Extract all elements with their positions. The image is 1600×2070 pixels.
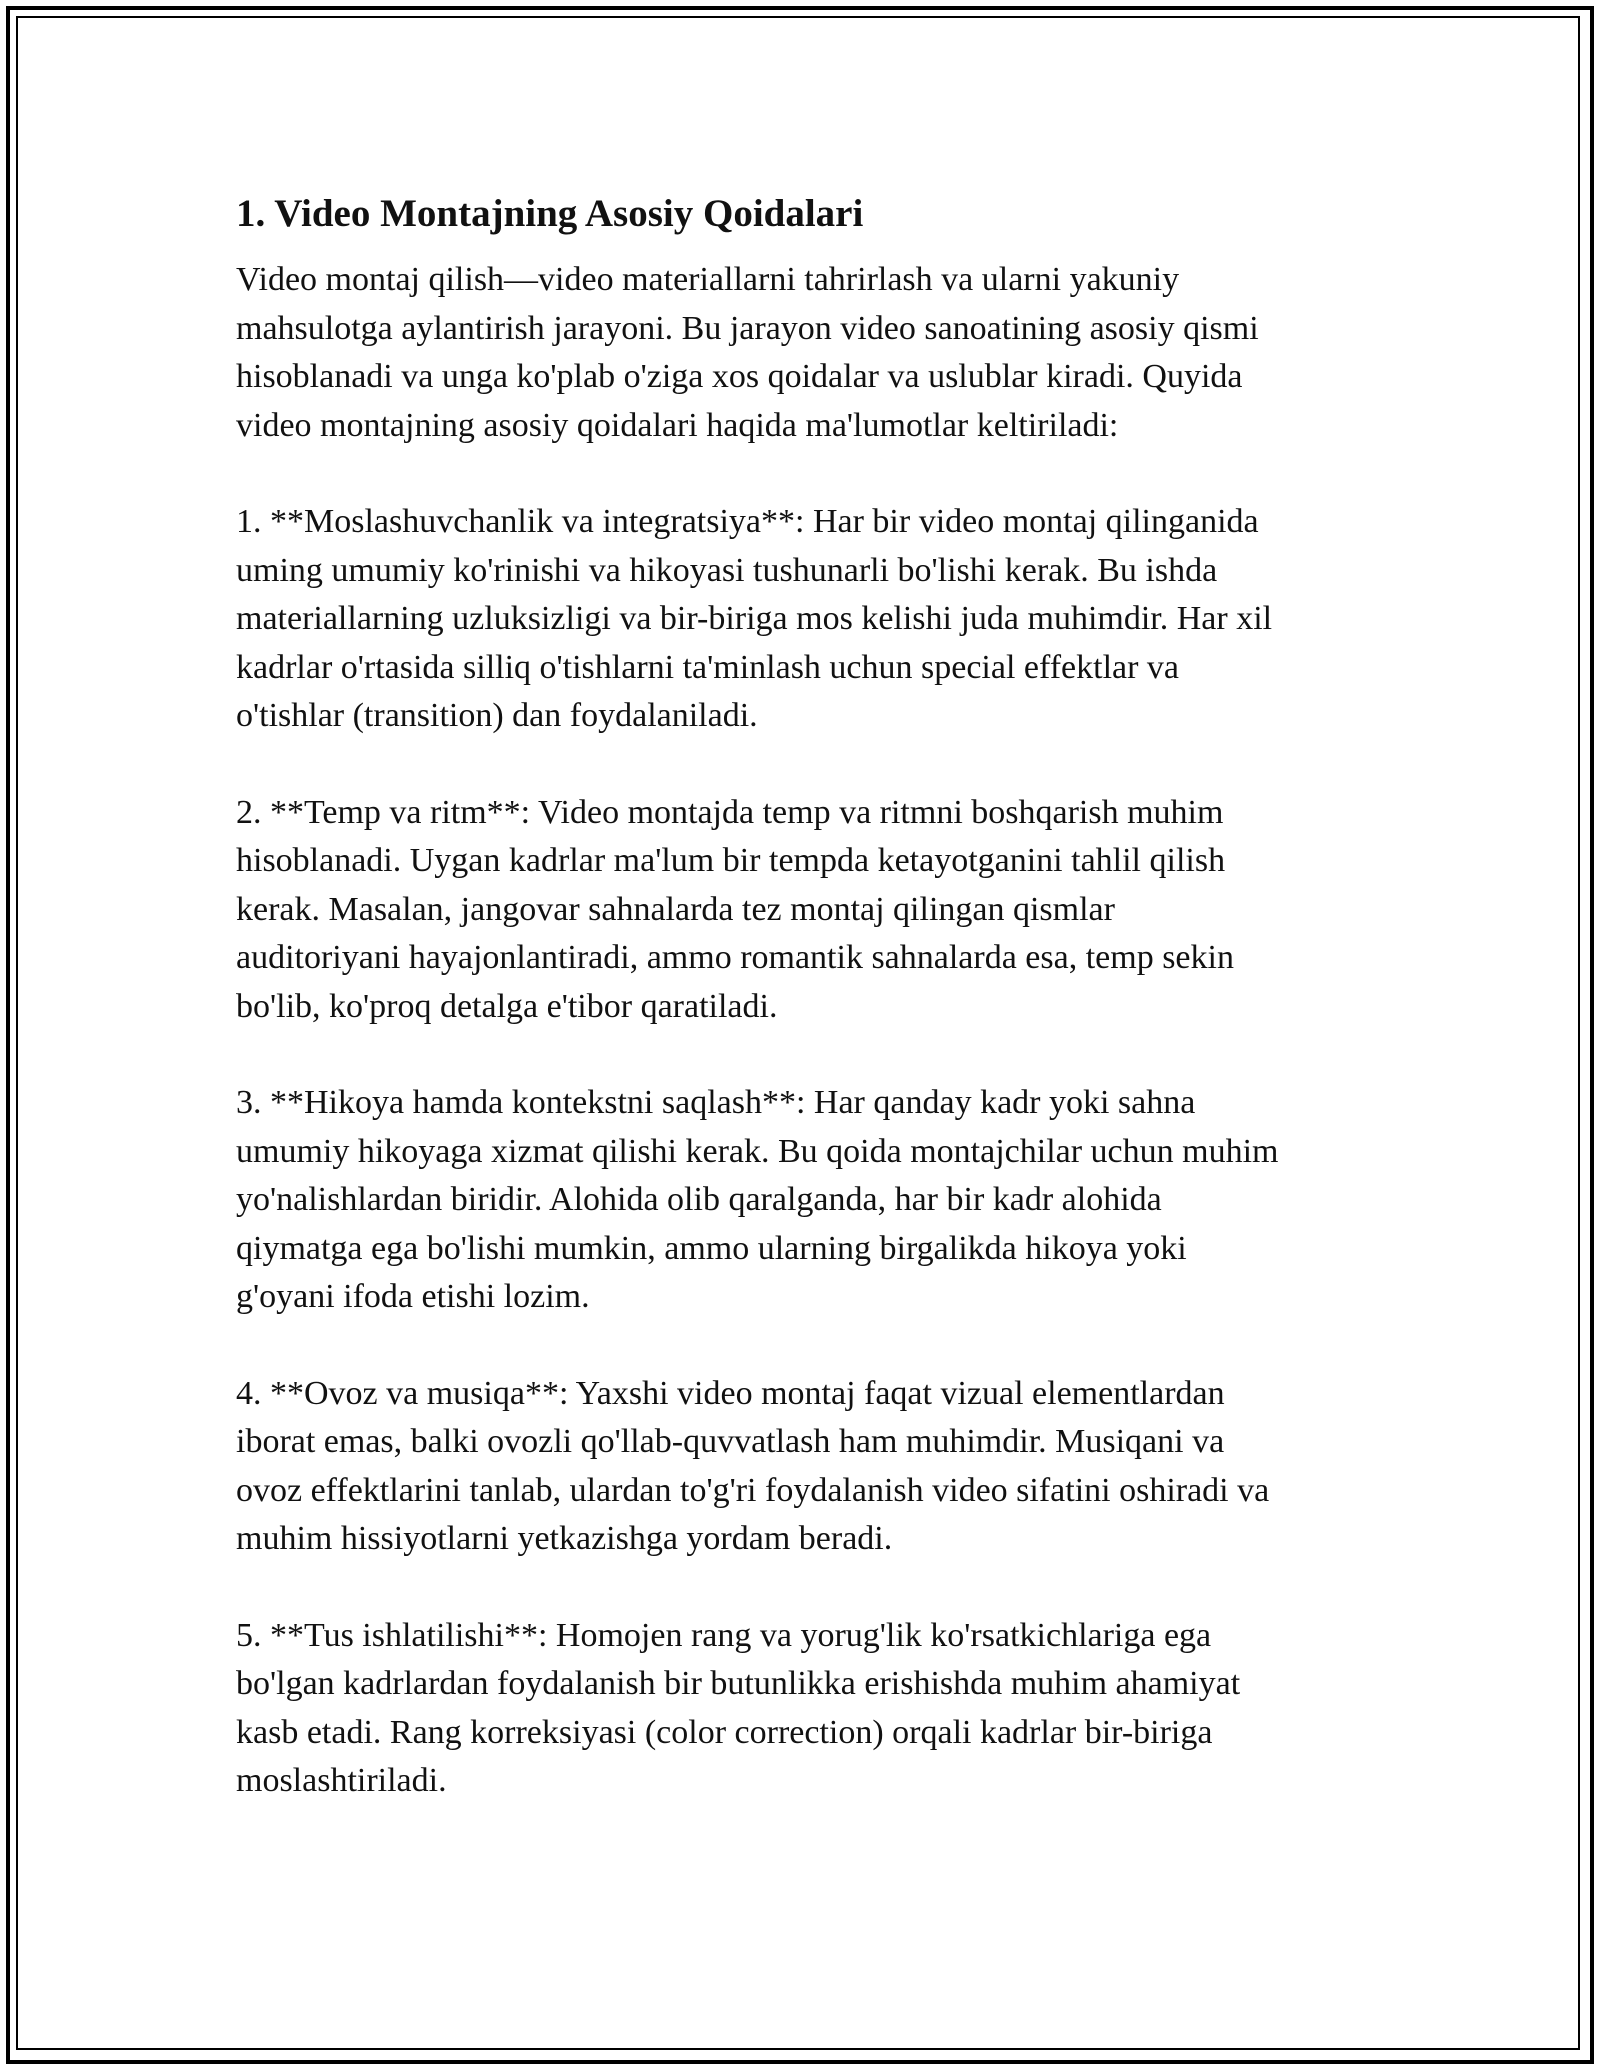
document-heading: 1. Video Montajning Asosiy Qoidalari xyxy=(236,192,864,235)
rule-5-paragraph: 5. **Tus ishlatilishi**: Homojen rang va yorug'lik ko'rsatkichlariga ega bo'lgan kadrlardan foydalanish bir butunlikka erishishda muhim ahamiyat kasb etadi. Rang korreksiyasi (color correction) orqali kadrlar bir-biriga moslashtiriladi. xyxy=(236,1616,1241,1799)
rule-3-paragraph: 3. **Hikoya hamda kontekstni saqlash**: Har qanday kadr yoki sahna umumiy hikoyaga xizmat qilishi kerak. Bu qoida montajchilar uchun muhim yo'nalishlardan biridir. Alohida olib qaralganda, har bir kadr alohida qiymatga ega bo'lishi mumkin, ammo ularning birgalikda hikoya yoki g'oyani ifoda etishi lozim. xyxy=(236,1084,1279,1315)
rule-2-paragraph: 2. **Temp va ritm**: Video montajda temp va ritmni boshqarish muhim hisoblanadi. Uygan kadrlar ma'lum bir tempda ketayotganini tahlil qilish kerak. Masalan, jangovar sahnalarda tez montaj qilingan qismlar auditoriyani hayajonlantiradi, ammo romantik sahnalarda esa, temp sekin bo'lib, ko'proq detalga e'tibor qaratiladi. xyxy=(236,793,1234,1025)
rule-4-paragraph: 4. **Ovoz va musiqa**: Yaxshi video montaj faqat vizual elementlardan iborat emas, balki ovozli qo'llab-quvvatlash ham muhimdir. Musiqani va ovoz effektlarini tanlab, ulardan to'g'ri foydalanish video sifatini oshiradi va muhim hissiyotlarni yetkazishga yordam beradi. xyxy=(236,1374,1270,1557)
intro-paragraph: Video montaj qilish—video materiallarni tahrirlash va ularni yakuniy mahsulotga aylantirish jarayoni. Bu jarayon video sanoatining asosiy qismi hisoblanadi va unga ko'plab o'ziga xos qoidalar va uslublar kiradi. Quyida video montajning asosiy qoidalari haqida ma'lumotlar keltiriladi: xyxy=(236,261,1259,444)
document-content xyxy=(236,186,1376,1806)
rule-1-paragraph: 1. **Moslashuvchanlik va integratsiya**: Har bir video montaj qilinganida uming umumiy ko'rinishi va hikoyasi tushunarli bo'lishi kerak. Bu ishda materiallarning uzluksizligi va bir-biriga mos kelishi juda muhimdir. Har xil kadrlar o'rtasida silliq o'tishlarni ta'minlash uchun special effektlar va o'tishlar (transition) dan foydalaniladi. xyxy=(236,503,1273,734)
